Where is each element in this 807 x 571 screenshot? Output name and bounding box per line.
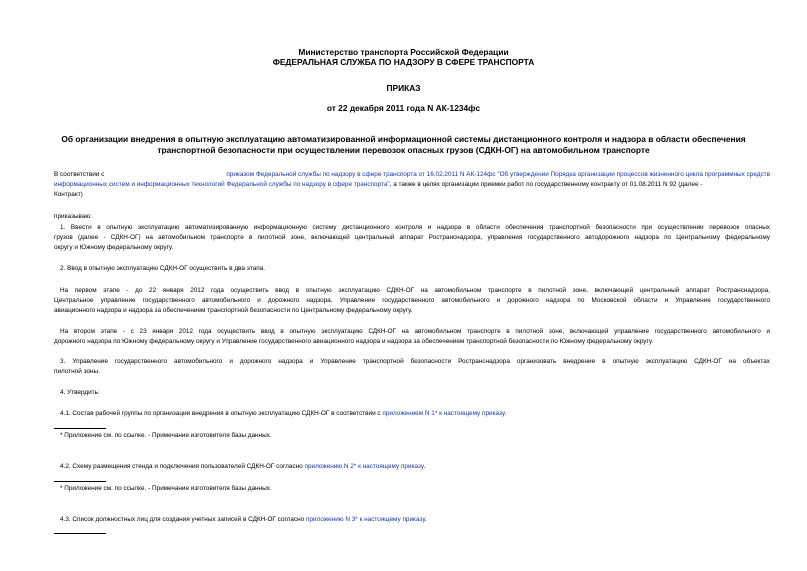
footnote-divider <box>54 428 106 429</box>
doc-title-line-2: транспортной безопасности при осуществлении перевозок опасных грузов (СДКН-ОГ) на автомобильном транспорте <box>157 145 650 155</box>
doc-title-line-1: Об организации внедрения в опытную эксплуатацию автоматизированной информационной системы дистанционного контроля и надзора в области обеспечения <box>61 134 746 144</box>
item-3-line-1: 3. Управление государственного автомобильного и дорожного надзора и Управление транспортной безопасности Ространснадзора организовать внедрение в опытную эксплуатацию СДКН-ОГ на объектах <box>60 358 770 365</box>
stage-1-line-1: На первом этапе - до 22 января 2012 года осуществить ввод в опытную эксплуатацию СДКН-ОГ на автомобильном транспорте в пилотной зоне, включающей центральный аппарат Ространснадзора, <box>60 287 770 294</box>
appendix-2-link[interactable]: приложению N 2* к настоящему приказу <box>304 463 424 470</box>
appendix-3-link[interactable]: приложению N 3* к настоящему приказу <box>306 516 425 523</box>
item-4-3 <box>60 515 427 525</box>
doc-type: ПРИКАЗ <box>386 83 421 93</box>
item-1-line-3: округу и Южному федеральному округу. <box>54 244 174 251</box>
item-4-2 <box>60 462 425 472</box>
preamble-line-3: Контракт) <box>54 191 83 198</box>
stage-2-line-1: На втором этапе - с 23 января 2012 года осуществить ввод в опытную эксплуатацию СДКН-ОГ на автомобильном транспорте в пилотной зоне, включающей управление государственного автомобильного и <box>60 328 770 335</box>
order-124-link[interactable]: приказом Федеральной службы по надзору в сфере транспорта от 16.02.2011 N АК-124фс "Об утверждении Порядка организации процессов жизненного цикла программных средств <box>226 171 770 178</box>
item-4-1-end: . <box>504 410 507 417</box>
appendix-1-link[interactable]: приложением N 1* к настоящему приказу <box>382 410 505 417</box>
item-3-line-2: пилотной зоны. <box>54 368 100 375</box>
footnote-2: * Приложение см. по ссылке. - Примечание изготовителя базы данных. <box>60 485 272 492</box>
footnote-divider <box>54 533 106 534</box>
footnote-1: * Приложение см. по ссылке. - Примечание изготовителя базы данных. <box>60 432 272 439</box>
service-name: ФЕДЕРАЛЬНАЯ СЛУЖБА ПО НАДЗОРУ В СФЕРЕ ТРАНСПОРТА <box>272 57 535 67</box>
footnote-divider <box>54 481 106 482</box>
preamble-contract: , а также в целях организации приемки работ по государственному контракту от 01.08.2011 N 92 (далее - <box>389 181 703 188</box>
order-124-link-cont[interactable]: информационных систем и информационных технологий Федеральной службы по надзору в сфере транспорта" <box>54 181 390 188</box>
item-4-2-end: . <box>423 463 426 470</box>
item-4-3-text: 4.3. Список должностных лиц для создания учетных записей в СДКН-ОГ согласно <box>60 516 306 523</box>
stage-1-line-2: Центральное управление государственного автомобильного и дорожного надзора, Управление государственного автомобильного и дорожного надзора по Московской области и Управление государственного <box>54 297 770 304</box>
order-word: приказываю: <box>54 213 92 220</box>
preamble-lead: В соответствии с <box>54 171 105 178</box>
item-4-1 <box>60 409 506 419</box>
preamble-line-2 <box>54 180 702 190</box>
preamble-line-1 <box>54 170 770 180</box>
ministry-name: Министерство транспорта Российской Федерации <box>298 47 509 57</box>
item-1-line-2: грузов (далее - СДКН-ОГ) на автомобильном транспорте в пилотной зоне, включающей центральный аппарат Ространснадзора, управления государственного автодорожного надзора по Центральному федеральному <box>54 234 770 241</box>
item-4-2-text: 4.2. Схему размещения стенда и подключения пользователей СДКН-ОГ согласно <box>60 463 305 470</box>
doc-date: от 22 декабря 2011 года N АК-1234фс <box>326 103 481 113</box>
item-4-1-text: 4.1. Состав рабочей группы по организации внедрения в опытную эксплуатацию СДКН-ОГ в соответствии с <box>60 410 383 417</box>
item-4: 4. Утвердить: <box>60 389 100 396</box>
item-2: 2. Ввод в опытную эксплуатацию СДКН-ОГ осуществить в два этапа. <box>60 265 266 272</box>
item-1-line-1: 1. Ввести в опытную эксплуатацию автоматизированную информационную систему дистанционного контроля и надзора в области обеспечения транспортной безопасности при осуществлении перевозок опасных <box>60 224 770 231</box>
stage-2-line-2: дорожного надзора по Южному федеральному округу и Управление государственного авиационного надзора и надзора за обеспечением транспортной безопасности по Южному федеральному округу. <box>54 338 654 345</box>
stage-1-line-3: авиационного надзора и надзора за обеспечением транспортной безопасности по Центральному федеральному округу. <box>54 307 413 314</box>
item-4-3-end: . <box>424 516 427 523</box>
